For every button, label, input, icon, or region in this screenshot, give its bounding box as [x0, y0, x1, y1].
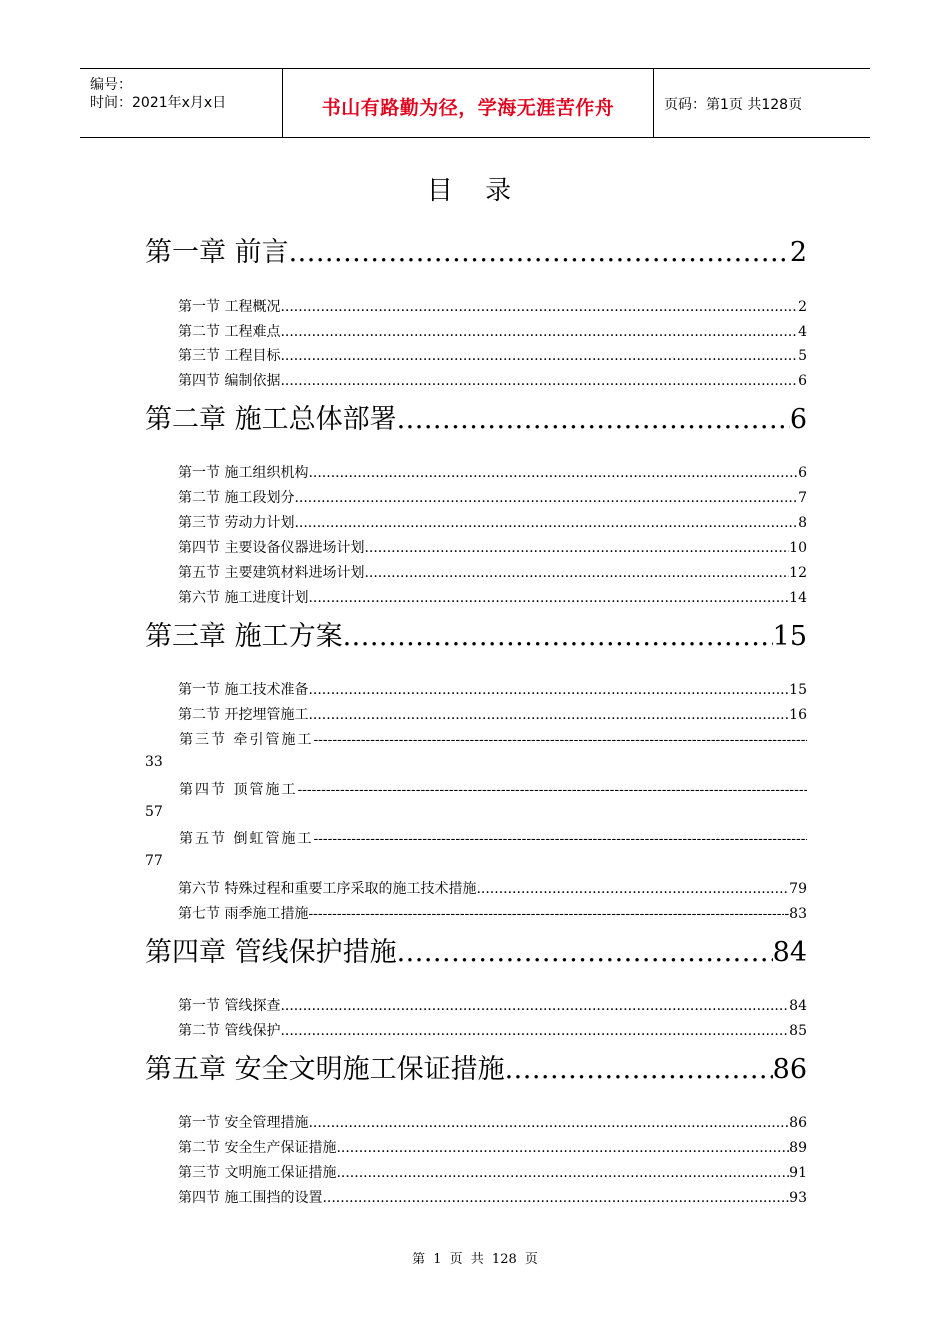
header-page-info: 页码：第1页 共128页: [664, 97, 803, 113]
toc-section[interactable]: 第三节 劳动力计划 ..... 8: [178, 512, 807, 532]
chapter-page: 2: [789, 237, 807, 268]
document-number-label: 编号：: [90, 77, 132, 93]
toc-section[interactable]: 第二节 开挖埋管施工 ..... 16: [178, 704, 807, 724]
chapter-label: 第三章 施工方案: [145, 621, 343, 652]
document-header: [80, 68, 870, 138]
chapter-label: 第一章 前言: [145, 237, 289, 268]
toc-section-page: 33: [145, 754, 163, 770]
toc-section[interactable]: 第五节 倒虹管施工 -----: [179, 828, 807, 848]
toc-section-page: 57: [145, 804, 163, 820]
toc-chapter-2[interactable]: [145, 397, 807, 436]
toc-section[interactable]: 第二节 管线保护 ..... 85: [178, 1020, 807, 1040]
toc-section-page: 77: [145, 853, 163, 869]
toc-section[interactable]: 第二节 安全生产保证措施 ..... 89: [178, 1137, 807, 1157]
toc-section[interactable]: 第三节 文明施工保证措施 ..... 91: [178, 1162, 807, 1182]
toc-section[interactable]: 第一节 安全管理措施 ..... 86: [178, 1112, 807, 1132]
chapter-label: 第五章 安全文明施工保证措施: [145, 1054, 505, 1085]
header-meta-cell: [80, 69, 283, 137]
toc-section[interactable]: 第二节 施工段划分 ..... 7: [178, 487, 807, 507]
toc-chapter-4[interactable]: [145, 930, 807, 969]
toc-title: 目 录: [426, 176, 524, 206]
header-page-cell: [654, 69, 870, 137]
toc-section[interactable]: 第一节 管线探查 ..... 84: [178, 995, 807, 1015]
chapter-page: 84: [772, 937, 807, 968]
toc-section[interactable]: 第三节 牵引管施工 -----: [179, 729, 807, 749]
header-motto: 书山有路勤为径，学海无涯苦作舟: [321, 97, 615, 119]
toc-section[interactable]: 第七节 雨季施工措施 ----- -83: [178, 903, 807, 923]
chapter-label: 第四章 管线保护措施: [145, 937, 397, 968]
toc-chapter-5[interactable]: [145, 1047, 807, 1086]
document-time-label: 时间：2021年x月x日: [90, 95, 227, 111]
header-motto-cell: [283, 69, 654, 137]
toc-section[interactable]: 第六节 施工进度计划 ..... 14: [178, 587, 807, 607]
toc-section[interactable]: 第一节 施工组织机构 ..... 6: [178, 462, 807, 482]
toc-section[interactable]: 第一节 施工技术准备 ..... 15: [178, 679, 807, 699]
toc-section[interactable]: 第四节 主要设备仪器进场计划 ..... 10: [178, 537, 807, 557]
toc-chapter-3[interactable]: [145, 614, 807, 653]
chapter-page: 15: [772, 621, 807, 652]
toc-section[interactable]: 第三节 工程目标 ..... 5: [178, 345, 807, 365]
toc-section[interactable]: 第四节 施工围挡的设置 ..... 93: [178, 1187, 807, 1207]
chapter-page: 6: [789, 404, 807, 435]
chapter-page: 86: [772, 1054, 807, 1085]
page-footer: 第 1 页 共 128 页: [412, 1252, 538, 1267]
toc-section[interactable]: 第一节 工程概况 ..... 2: [178, 296, 807, 316]
chapter-label: 第二章 施工总体部署: [145, 404, 397, 435]
toc-section[interactable]: 第四节 编制依据 ..... 6: [178, 370, 807, 390]
toc-section[interactable]: 第四节 顶管施工 -----: [179, 779, 807, 799]
toc-section[interactable]: 第二节 工程难点 ..... 4: [178, 321, 807, 341]
toc-section[interactable]: 第五节 主要建筑材料进场计划 ..... 12: [178, 562, 807, 582]
toc-section[interactable]: 第六节 特殊过程和重要工序采取的施工技术措施 ..... 79: [178, 878, 807, 898]
toc-chapter-1[interactable]: [145, 230, 807, 269]
